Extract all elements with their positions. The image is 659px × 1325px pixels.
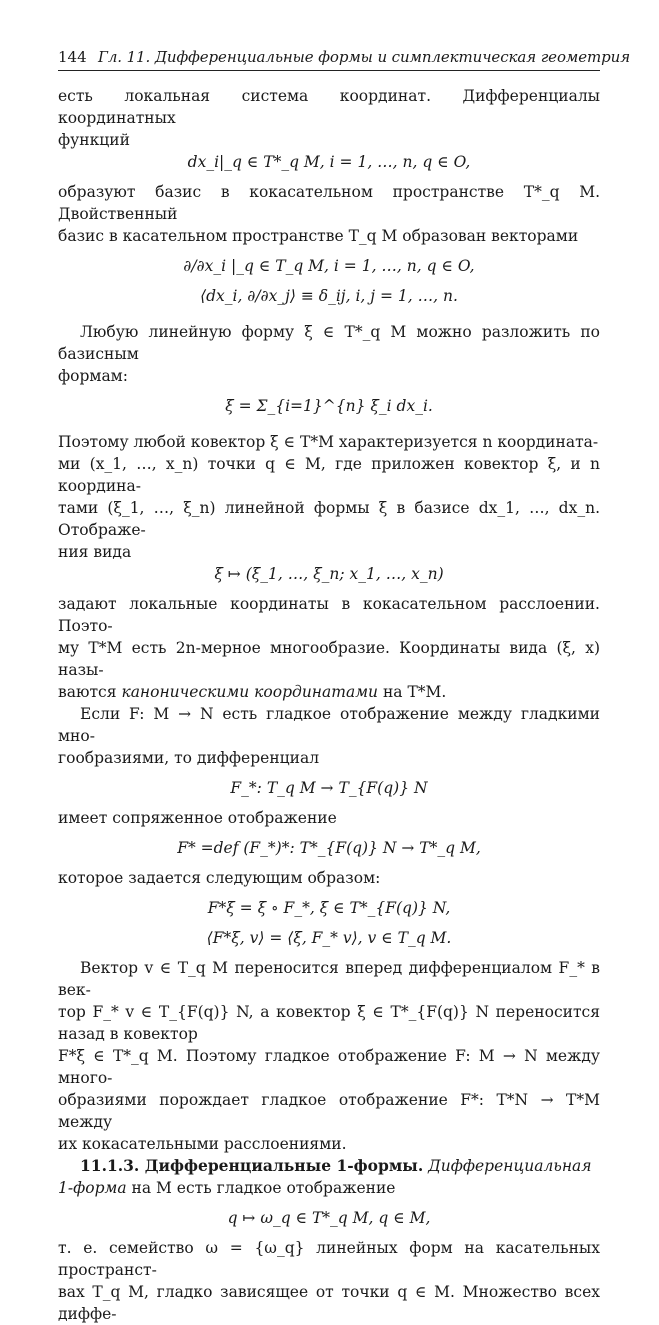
running-header <box>58 48 631 71</box>
text-line: формам: <box>58 367 128 385</box>
text-line: есть локальная система координат. Дифференциалы координатных <box>58 87 600 127</box>
text-line: Любую линейную форму ξ ∈ T*_q M можно разложить по базисным <box>58 323 600 363</box>
text-line: му T*M есть 2n-мерное многообразие. Координаты вида (ξ, x) назы- <box>58 639 600 679</box>
text-line <box>58 1177 600 1199</box>
text-line: F*ξ ∈ T*_q M. Поэтому гладкое отображение F: M → N между много- <box>58 1047 600 1087</box>
text-line: задают локальные координаты в кокасательном расслоении. Поэто- <box>58 595 600 635</box>
running-title: Гл. 11. Дифференциальные формы и симплектическая геометрия <box>98 48 631 66</box>
text-fragment: на T*M. <box>378 683 447 701</box>
text-line: ния вида <box>58 543 132 561</box>
text-line: тор F_* v ∈ T_{F(q)} N, а ковектор ξ ∈ T*_{F(q)} N переносится назад в ковектор <box>58 1003 600 1043</box>
text-line: ми (x_1, …, x_n) точки q ∈ M, где приложен ковектор ξ, и n координа- <box>58 455 600 495</box>
text-line: функций <box>58 131 130 149</box>
text-line: гообразиями, то дифференциал <box>58 749 320 767</box>
formula-cotangent-basis: dx_i|_q ∈ T*_q M, i = 1, …, n, q ∈ O, <box>187 153 471 171</box>
text-line: Поэтому любой ковектор ξ ∈ T*M характеризуется n координата- <box>58 433 599 451</box>
text-line: Вектор v ∈ T_q M переносится вперед дифференциалом F_* в век- <box>58 959 600 999</box>
formula-duality: ⟨dx_i, ∂/∂x_j⟩ ≡ δ_ij, i, j = 1, …, n. <box>200 287 458 305</box>
formula-adjoint: F* =def (F_*)*: T*_{F(q)} N → T*_q M, <box>177 839 481 857</box>
text-line: т. е. семейство ω = {ω_q} линейных форм на касательных пространст- <box>58 1239 600 1279</box>
text-line: Если F: M → N есть гладкое отображение между гладкими мно- <box>58 705 600 745</box>
section-heading-line <box>58 1155 600 1177</box>
formula-pairing: ⟨F*ξ, v⟩ = ⟨ξ, F_* v⟩, v ∈ T_q M. <box>206 929 452 947</box>
text-line: вах T_q M, гладко зависящее от точки q ∈ M. Множество всех диффе- <box>58 1283 600 1323</box>
formula-pullback: F*ξ = ξ ∘ F_*, ξ ∈ T*_{F(q)} N, <box>207 899 451 917</box>
text-line: их кокасательными расслоениями. <box>58 1135 347 1153</box>
formula-coordinates: ξ ↦ (ξ_1, …, ξ_n; x_1, …, x_n) <box>214 565 444 583</box>
page-number: 144 <box>58 48 87 66</box>
text-line: образуют базис в кокасательном пространстве T*_q M. Двойственный <box>58 183 600 223</box>
emphasis-term: 1-форма <box>58 1179 127 1197</box>
page-body <box>58 85 600 1325</box>
formula-differential: F_*: T_q M → T_{F(q)} N <box>230 779 428 797</box>
text-fragment: ваются <box>58 683 122 701</box>
text-line <box>58 681 600 703</box>
text-line: имеет сопряженное отображение <box>58 809 337 827</box>
formula-one-form: q ↦ ω_q ∈ T*_q M, q ∈ M, <box>227 1209 431 1227</box>
text-line: базис в касательном пространстве T_q M образован векторами <box>58 227 579 245</box>
section-heading: 11.1.3. Дифференциальные 1-формы. <box>80 1156 424 1175</box>
text-fragment: на M есть гладкое отображение <box>126 1179 396 1197</box>
text-line: образиями порождает гладкое отображение F*: T*N → T*M между <box>58 1091 600 1131</box>
emphasis-term: Дифференциальная <box>428 1157 592 1175</box>
text-line: тами (ξ_1, …, ξ_n) линейной формы ξ в базисе dx_1, …, dx_n. Отображе- <box>58 499 600 539</box>
formula-tangent-basis: ∂/∂x_i |_q ∈ T_q M, i = 1, …, n, q ∈ O, <box>183 257 475 275</box>
text-line: которое задается следующим образом: <box>58 869 381 887</box>
emphasis-term: каноническими координатами <box>121 683 379 701</box>
formula-decomposition: ξ = Σ_{i=1}^{n} ξ_i dx_i. <box>225 397 433 415</box>
